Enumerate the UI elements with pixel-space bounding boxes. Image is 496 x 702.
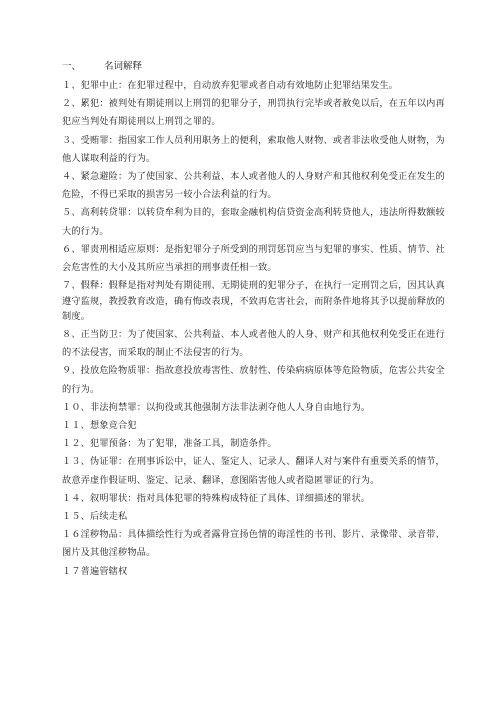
term-item: ８、正当防卫：为了使国家、公共利益、本人或者他人的人身、财产和其他权利免受正在进行的不法侵害，而采取的制止不法侵害的行为。 — [62, 329, 445, 359]
term-item: ３、受贿罪：指国家工作人员利用职务上的便利，索取他人财物、或者非法收受他人财物，为他人谋取利益的行为。 — [62, 134, 445, 164]
term-item: １３、伪证罪：在刑事诉讼中，证人、鉴定人、记录人、翻译人对与案件有重要关系的情节，故意弄虚作假证明、鉴定、记录、翻译，意图陷害他人或者隐匿罪证的行为。 — [62, 456, 445, 486]
term-item: １１、想象竞合犯 — [62, 420, 137, 432]
section-heading — [62, 60, 142, 74]
term-item: ４、紧急避险：为了使国家、公共利益、本人或者他人的人身财产和其他权利免受正在发生的危险，不得已采取的损害另一较小合法利益的行为。 — [62, 171, 445, 201]
term-item: １、犯罪中止：在犯罪过程中，自动放弃犯罪或者自动有效地防止犯罪结果发生。 — [62, 80, 399, 91]
section-number: 一、 — [62, 61, 82, 72]
term-item: １４、叙明罪状：指对具体犯罪的特殊构成特征了具体、详细描述的罪状。 — [62, 492, 371, 504]
term-item: １５、后续走私 — [62, 511, 128, 523]
term-item: １０、非法拘禁罪：以拘役或其他强制方法非法剥夺他人人身自由地行为。 — [62, 401, 371, 413]
section-title: 名词解释 — [104, 61, 143, 72]
term-item: ７、假释：假释是指对判处有期徒刑、无期徒刑的犯罪分子，在执行一定刑罚之后，因其认真遵守监规，教授教育改造，确有悔改表现，不致再危害社会，而附条件地将其予以提前释放的制度。 — [62, 280, 445, 323]
term-item: １７普遍管辖权 — [62, 565, 128, 577]
term-item: ２、累犯：被判处有期徒刑以上刑罚的犯罪分子，刑罚执行完毕或者赦免以后，在五年以内再犯应当判处有期徒刑以上刑罚之罪的。 — [62, 98, 445, 128]
term-item: ５、高利转贷罪：以转贷牟利为目的，套取金融机构信贷资金高利转贷他人，违法所得数额较大的行为。 — [62, 207, 445, 237]
term-item: １２、犯罪预备：为了犯罪，准备工具，制造条件。 — [62, 438, 277, 450]
term-item: ９、投放危险物质罪：指故意投放毒害性、放射性、传染病病原体等危险物质，危害公共安全的行为。 — [62, 365, 445, 395]
term-item: １６淫秽物品：具体描绘性行为或者露骨宣扬色情的诲淫性的书刊、影片、录像带、录音带、图片及其他淫秽物品。 — [62, 529, 445, 559]
term-list — [62, 77, 446, 581]
term-item: ６、罪责刑相适应原则：是指犯罪分子所受到的刑罚惩罚应当与犯罪的事实、性质、情节、社会危害性的大小及其所应当承担的刑事责任相一致。 — [62, 243, 445, 274]
